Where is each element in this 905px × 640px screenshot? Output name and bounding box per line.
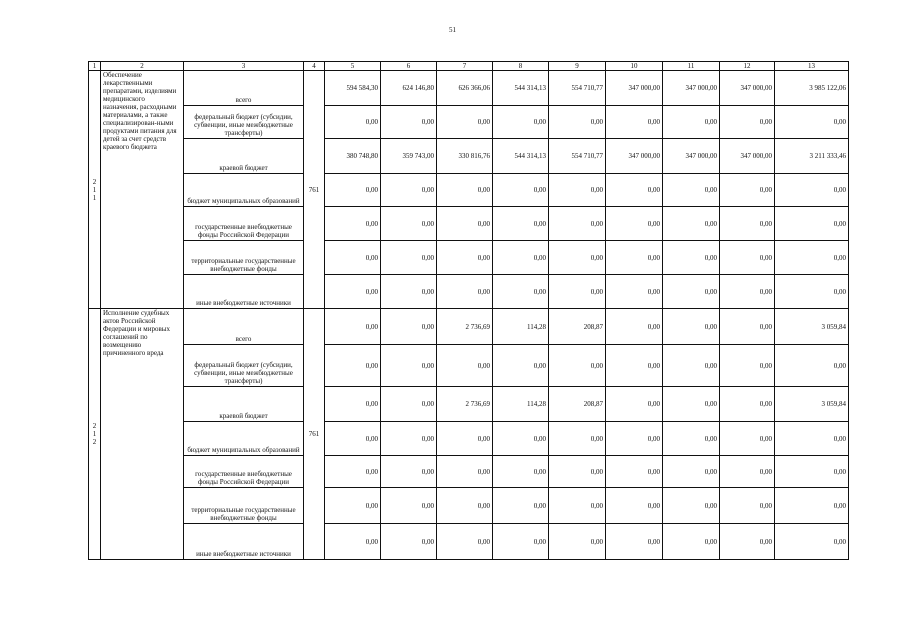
value-cell: 0,00 [720, 387, 775, 422]
table-row [89, 139, 849, 174]
value-cell: 0,00 [325, 275, 381, 309]
value-cell: 2 736,69 [437, 309, 493, 345]
value-cell: 0,00 [437, 174, 493, 207]
value-cell: 0,00 [775, 524, 849, 560]
value-cell: 0,00 [437, 207, 493, 241]
value-cell: 0,00 [720, 207, 775, 241]
value-cell: 347 000,00 [606, 71, 663, 106]
header-cell: 2 [101, 62, 184, 71]
grbs-code: 761 [304, 71, 325, 309]
funding-source: территориальные государственные внебюджетные фонды [184, 241, 304, 275]
value-cell: 0,00 [775, 345, 849, 387]
value-cell: 0,00 [549, 106, 606, 139]
value-cell: 0,00 [606, 174, 663, 207]
value-cell: 0,00 [720, 488, 775, 524]
value-cell: 0,00 [325, 174, 381, 207]
value-cell: 0,00 [720, 456, 775, 488]
value-cell: 0,00 [381, 524, 437, 560]
value-cell: 0,00 [606, 275, 663, 309]
value-cell: 0,00 [381, 241, 437, 275]
value-cell: 0,00 [606, 422, 663, 456]
value-cell: 0,00 [381, 488, 437, 524]
value-cell: 0,00 [775, 422, 849, 456]
header-cell: 7 [437, 62, 493, 71]
value-cell: 0,00 [720, 524, 775, 560]
value-cell: 594 584,30 [325, 71, 381, 106]
value-cell: 3 211 333,46 [775, 139, 849, 174]
value-cell: 0,00 [493, 488, 549, 524]
value-cell: 330 816,76 [437, 139, 493, 174]
value-cell: 0,00 [325, 456, 381, 488]
value-cell: 0,00 [325, 106, 381, 139]
page-number: 51 [449, 26, 456, 34]
header-cell: 4 [304, 62, 325, 71]
header-cell: 13 [775, 62, 849, 71]
value-cell: 0,00 [493, 207, 549, 241]
grbs-code: 761 [304, 309, 325, 560]
value-cell: 0,00 [720, 309, 775, 345]
value-cell: 359 743,00 [381, 139, 437, 174]
value-cell: 0,00 [720, 345, 775, 387]
value-cell: 347 000,00 [720, 139, 775, 174]
value-cell: 0,00 [381, 309, 437, 345]
value-cell: 0,00 [606, 456, 663, 488]
value-cell: 114,28 [493, 309, 549, 345]
value-cell: 0,00 [549, 456, 606, 488]
table-row [89, 174, 849, 207]
value-cell: 3 059,84 [775, 387, 849, 422]
table-row [89, 524, 849, 560]
value-cell: 554 710,77 [549, 139, 606, 174]
value-cell: 0,00 [325, 524, 381, 560]
value-cell: 0,00 [663, 456, 720, 488]
funding-source: бюджет муниципальных образований [184, 174, 304, 207]
table-row [89, 422, 849, 456]
value-cell: 0,00 [606, 345, 663, 387]
value-cell: 0,00 [663, 174, 720, 207]
value-cell: 0,00 [381, 422, 437, 456]
value-cell: 0,00 [381, 106, 437, 139]
header-cell: 10 [606, 62, 663, 71]
value-cell: 0,00 [549, 488, 606, 524]
value-cell: 0,00 [720, 241, 775, 275]
value-cell: 0,00 [720, 422, 775, 456]
funding-source: федеральный бюджет (субсидии, субвенции, иные межбюджетные трансферты) [184, 106, 304, 139]
header-cell: 1 [89, 62, 101, 71]
value-cell: 0,00 [775, 106, 849, 139]
value-cell: 0,00 [493, 241, 549, 275]
value-cell: 0,00 [381, 275, 437, 309]
header-cell: 6 [381, 62, 437, 71]
value-cell: 347 000,00 [663, 71, 720, 106]
value-cell: 347 000,00 [720, 71, 775, 106]
value-cell: 347 000,00 [606, 139, 663, 174]
value-cell: 0,00 [663, 345, 720, 387]
value-cell: 0,00 [663, 309, 720, 345]
value-cell: 0,00 [549, 207, 606, 241]
table-row [89, 488, 849, 524]
table-row [89, 207, 849, 241]
value-cell: 0,00 [720, 174, 775, 207]
value-cell: 0,00 [325, 488, 381, 524]
value-cell: 624 146,80 [381, 71, 437, 106]
value-cell: 114,28 [493, 387, 549, 422]
value-cell: 0,00 [325, 309, 381, 345]
funding-source: государственные внебюджетные фонды Российской Федерации [184, 207, 304, 241]
value-cell: 0,00 [437, 241, 493, 275]
value-cell: 0,00 [493, 174, 549, 207]
section-code: 2 1 1 [89, 71, 101, 309]
value-cell: 0,00 [493, 422, 549, 456]
value-cell: 626 366,06 [437, 71, 493, 106]
funding-source: краевой бюджет [184, 387, 304, 422]
table-row [89, 106, 849, 139]
value-cell: 0,00 [775, 174, 849, 207]
funding-source: иные внебюджетные источники [184, 275, 304, 309]
value-cell: 0,00 [720, 106, 775, 139]
value-cell: 0,00 [606, 207, 663, 241]
value-cell: 0,00 [549, 345, 606, 387]
value-cell: 0,00 [663, 422, 720, 456]
value-cell: 0,00 [775, 456, 849, 488]
value-cell: 0,00 [325, 422, 381, 456]
value-cell: 0,00 [775, 275, 849, 309]
value-cell: 0,00 [549, 524, 606, 560]
header-cell: 8 [493, 62, 549, 71]
table-row [89, 71, 849, 106]
value-cell: 0,00 [493, 524, 549, 560]
value-cell: 0,00 [381, 456, 437, 488]
value-cell: 0,00 [437, 106, 493, 139]
value-cell: 0,00 [325, 345, 381, 387]
table-row [89, 387, 849, 422]
value-cell: 0,00 [663, 524, 720, 560]
value-cell: 0,00 [663, 207, 720, 241]
header-cell: 3 [184, 62, 304, 71]
funding-source: иные внебюджетные источники [184, 524, 304, 560]
value-cell: 0,00 [493, 106, 549, 139]
table-row [89, 241, 849, 275]
value-cell: 0,00 [493, 345, 549, 387]
value-cell: 0,00 [549, 174, 606, 207]
value-cell: 0,00 [663, 275, 720, 309]
value-cell: 0,00 [775, 241, 849, 275]
value-cell: 0,00 [663, 387, 720, 422]
value-cell: 0,00 [549, 422, 606, 456]
table-body [89, 62, 849, 560]
budget-table [88, 61, 849, 560]
value-cell: 0,00 [381, 387, 437, 422]
funding-source: федеральный бюджет (субсидии, субвенции, иные межбюджетные трансферты) [184, 345, 304, 387]
funding-source: краевой бюджет [184, 139, 304, 174]
value-cell: 0,00 [437, 275, 493, 309]
header-cell: 12 [720, 62, 775, 71]
value-cell: 380 748,80 [325, 139, 381, 174]
value-cell: 0,00 [437, 488, 493, 524]
value-cell: 0,00 [493, 275, 549, 309]
header-cell: 11 [663, 62, 720, 71]
funding-source: территориальные государственные внебюджетные фонды [184, 488, 304, 524]
table-row [89, 456, 849, 488]
value-cell: 3 059,84 [775, 309, 849, 345]
value-cell: 0,00 [381, 174, 437, 207]
value-cell: 0,00 [606, 106, 663, 139]
value-cell: 208,87 [549, 387, 606, 422]
value-cell: 208,87 [549, 309, 606, 345]
value-cell: 0,00 [720, 275, 775, 309]
value-cell: 0,00 [325, 387, 381, 422]
value-cell: 0,00 [381, 345, 437, 387]
value-cell: 0,00 [437, 345, 493, 387]
value-cell: 0,00 [437, 422, 493, 456]
funding-source: всего [184, 309, 304, 345]
value-cell: 544 314,13 [493, 139, 549, 174]
value-cell: 0,00 [606, 488, 663, 524]
funding-source: государственные внебюджетные фонды Российской Федерации [184, 456, 304, 488]
funding-source: бюджет муниципальных образований [184, 422, 304, 456]
section-code: 2 1 2 [89, 309, 101, 560]
table-row [89, 275, 849, 309]
section-name: Обеспечение лекарственными препаратами, изделиями медицинского назначения, расходными материалами, а также специализирован-ными продуктами питания для детей за счет средств краевого бюджета [101, 71, 184, 309]
value-cell: 0,00 [606, 387, 663, 422]
header-row [89, 62, 849, 71]
value-cell: 0,00 [381, 207, 437, 241]
value-cell: 0,00 [775, 207, 849, 241]
value-cell: 0,00 [775, 488, 849, 524]
table-row [89, 345, 849, 387]
value-cell: 0,00 [663, 241, 720, 275]
value-cell: 2 736,69 [437, 387, 493, 422]
value-cell: 0,00 [325, 207, 381, 241]
value-cell: 0,00 [606, 309, 663, 345]
value-cell: 0,00 [606, 524, 663, 560]
value-cell: 0,00 [493, 456, 549, 488]
value-cell: 0,00 [437, 524, 493, 560]
funding-source: всего [184, 71, 304, 106]
value-cell: 0,00 [549, 241, 606, 275]
table-row [89, 309, 849, 345]
section-name: Исполнение судебных актов Российской Федерации и мировых соглашений по возмещению причиненного вреда [101, 309, 184, 560]
value-cell: 0,00 [606, 241, 663, 275]
value-cell: 3 985 122,06 [775, 71, 849, 106]
value-cell: 0,00 [325, 241, 381, 275]
value-cell: 554 710,77 [549, 71, 606, 106]
value-cell: 544 314,13 [493, 71, 549, 106]
header-cell: 5 [325, 62, 381, 71]
value-cell: 0,00 [663, 106, 720, 139]
header-cell: 9 [549, 62, 606, 71]
value-cell: 0,00 [437, 456, 493, 488]
value-cell: 0,00 [663, 488, 720, 524]
value-cell: 0,00 [549, 275, 606, 309]
value-cell: 347 000,00 [663, 139, 720, 174]
